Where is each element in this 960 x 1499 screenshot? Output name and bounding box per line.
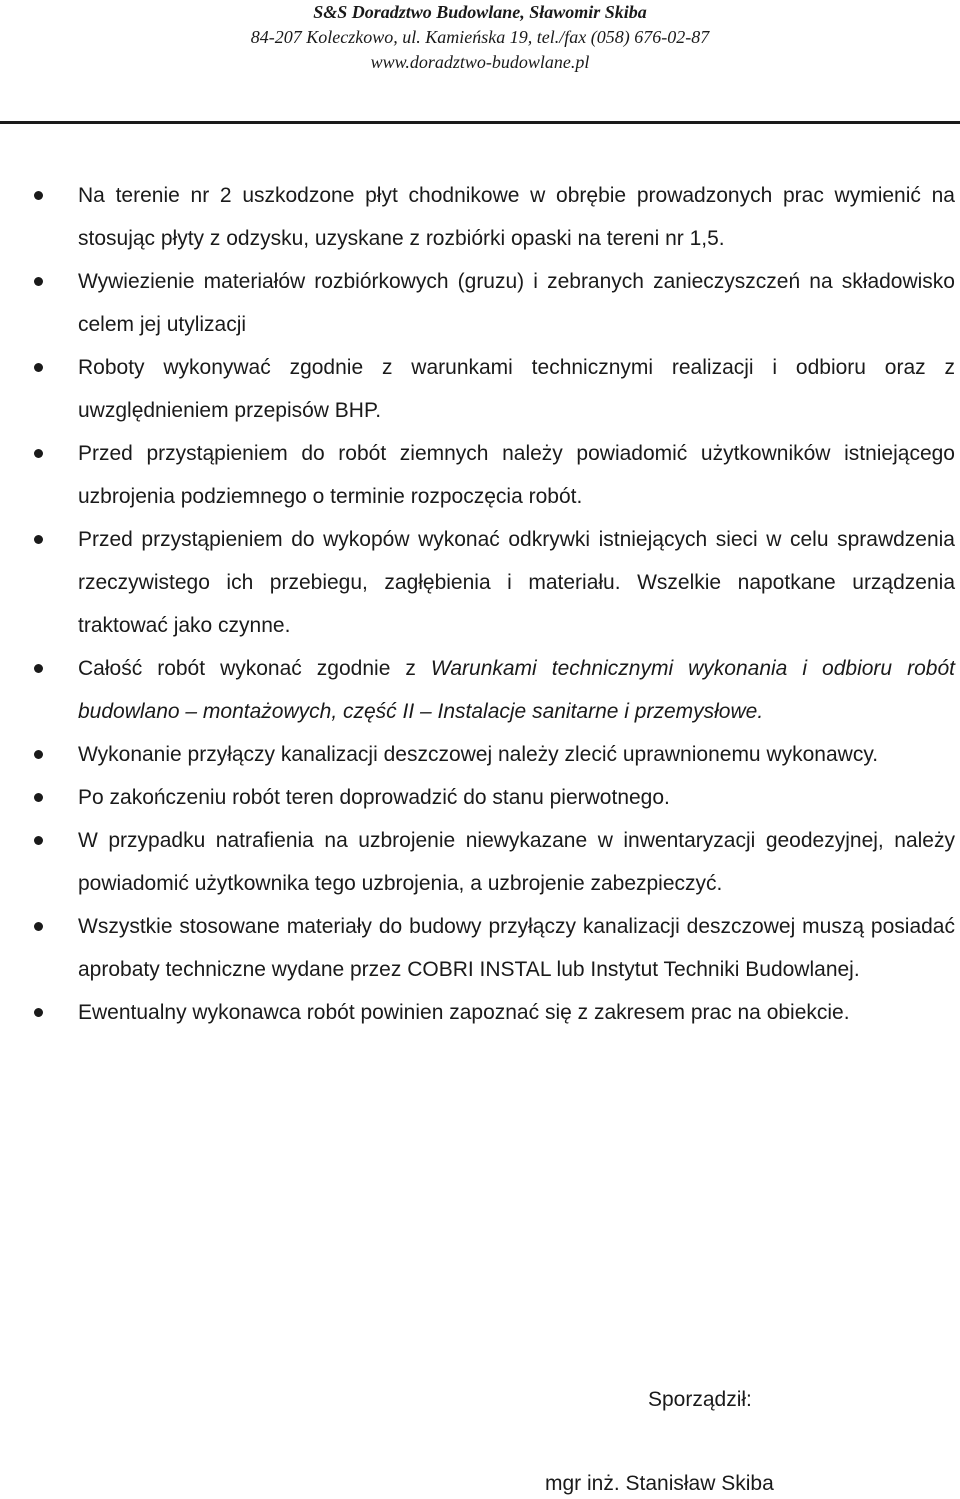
bullet-icon: [34, 449, 43, 458]
bullet-icon: [34, 191, 43, 200]
bullet-list: [0, 174, 960, 1034]
bullet-icon: [34, 1008, 43, 1017]
list-item: [78, 174, 955, 260]
bullet-icon: [34, 836, 43, 845]
list-item: [78, 647, 955, 733]
company-address: 84-207 Koleczkowo, ul. Kamieńska 19, tel./fax (058) 676-02-87: [250, 27, 710, 47]
list-item: [78, 346, 955, 432]
bullet-icon: [34, 535, 43, 544]
list-item-text: W przypadku natrafienia na uzbrojenie niewykazane w inwentaryzacji geodezyjnej, należy powiadomić użytkownika tego uzbrojenia, a uzbrojenie zabezpieczyć.: [78, 829, 955, 895]
list-item-text: Roboty wykonywać zgodnie z warunkami technicznymi realizacji i odbioru oraz z uwzględnieniem przepisów BHP.: [78, 356, 955, 422]
list-item: [78, 260, 955, 346]
list-item: [78, 991, 955, 1034]
list-item-text: Po zakończeniu robót teren doprowadzić do stanu pierwotnego.: [78, 786, 670, 809]
signature-name: mgr inż. Stanisław Skiba: [545, 1472, 774, 1495]
list-item: [78, 776, 955, 819]
list-item-text: Wywiezienie materiałów rozbiórkowych (gruzu) i zebranych zanieczyszczeń na składowisko celem jej utylizacji: [78, 270, 955, 336]
letterhead: [0, 0, 960, 75]
company-name: S&S Doradztwo Budowlane, Sławomir Skiba: [313, 2, 647, 22]
list-item-text: Całość robót wykonać zgodnie z: [78, 657, 431, 680]
list-item: [78, 518, 955, 647]
bullet-icon: [34, 793, 43, 802]
company-website[interactable]: www.doradztwo-budowlane.pl: [370, 52, 590, 72]
list-item: [78, 733, 955, 776]
header-divider: [0, 121, 960, 124]
bullet-icon: [34, 664, 43, 673]
list-item: [78, 905, 955, 991]
bullet-icon: [34, 363, 43, 372]
list-item-text: Przed przystąpieniem do wykopów wykonać odkrywki istniejących sieci w celu sprawdzenia rzeczywistego ich przebiegu, zagłębienia i materiału. Wszelkie napotkane urządzenia traktować jako czynne.: [78, 528, 955, 637]
list-item-text: Ewentualny wykonawca robót powinien zapoznać się z zakresem prac na obiekcie.: [78, 1001, 850, 1024]
list-item-text: Wszystkie stosowane materiały do budowy przyłączy kanalizacji deszczowej muszą posiadać aprobaty techniczne wydane przez COBRI INSTAL lub Instytut Techniki Budowlanej.: [78, 915, 955, 981]
bullet-icon: [34, 922, 43, 931]
list-item-text: Przed przystąpieniem do robót ziemnych należy powiadomić użytkowników istniejącego uzbrojenia podziemnego o terminie rozpoczęcia robót.: [78, 442, 955, 508]
bullet-icon: [34, 277, 43, 286]
list-item: [78, 819, 955, 905]
list-item-text: Wykonanie przyłączy kanalizacji deszczowej należy zlecić uprawnionemu wykonawcy.: [78, 743, 879, 766]
list-item-italic-reference: Warunkami technicznymi wykonania i odbioru robót budowlano – montażowych, część II – Instalacje sanitarne i przemysłowe.: [78, 657, 955, 723]
list-item-text: Na terenie nr 2 uszkodzone płyt chodnikowe w obrębie prowadzonych prac wymienić na stosując płyty z odzysku, uzyskane z rozbiórki opaski na tereni nr 1,5.: [78, 184, 955, 250]
signature-label: Sporządził:: [648, 1388, 752, 1411]
list-item: [78, 432, 955, 518]
bullet-icon: [34, 750, 43, 759]
